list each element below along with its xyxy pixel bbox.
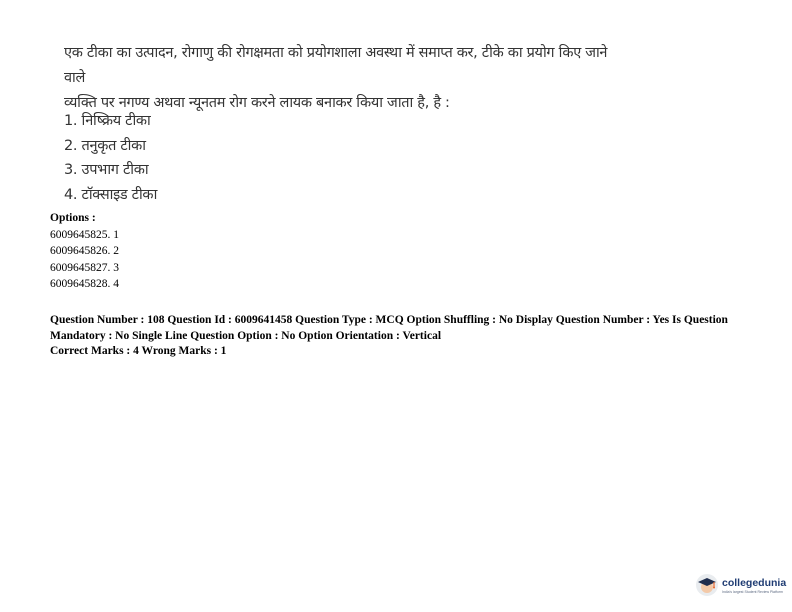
logo-name: collegedunia	[722, 576, 787, 589]
question-line-2: व्यक्ति पर नगण्य अथवा न्यूनतम रोग करने लायक बनाकर किया जाता है, है :	[64, 95, 450, 111]
options-list	[50, 210, 119, 293]
question-meta-info: Question Number : 108 Question Id : 6009641458 Question Type : MCQ Option Shuffling : No Display Question Number : Yes Is Question Mandatory : No Single Line Question Option : No Option Orientation : Vertical	[50, 314, 728, 342]
choice-4: 4. टॉक्साइड टीका	[64, 186, 158, 203]
option-id-1: 6009645825. 1	[50, 228, 119, 241]
answer-choices	[64, 109, 157, 207]
choice-3: 3. उपभाग टीका	[64, 162, 149, 178]
question-line-1: एक टीका का उत्पादन, रोगाणु की रोगक्षमता को प्रयोगशाला अवस्था में समाप्त कर, टीके का प्रयोग किए जाने वाले	[64, 45, 608, 86]
graduation-cap-icon	[696, 574, 718, 596]
marks-info: Correct Marks : 4 Wrong Marks : 1	[50, 345, 227, 357]
choice-1: 1. निष्क्रिय टीका	[64, 113, 151, 129]
question-text	[64, 41, 624, 116]
collegedunia-logo	[696, 574, 786, 596]
option-id-2: 6009645826. 2	[50, 245, 119, 257]
option-id-3: 6009645827. 3	[50, 261, 119, 274]
options-title: Options :	[50, 212, 96, 224]
option-id-4: 6009645828. 4	[50, 278, 119, 290]
choice-2: 2. तनुकृत टीका	[64, 137, 146, 154]
question-meta	[50, 313, 740, 360]
logo-tagline: India's largest Student Review Platform	[722, 589, 783, 594]
logo-text	[722, 577, 786, 594]
